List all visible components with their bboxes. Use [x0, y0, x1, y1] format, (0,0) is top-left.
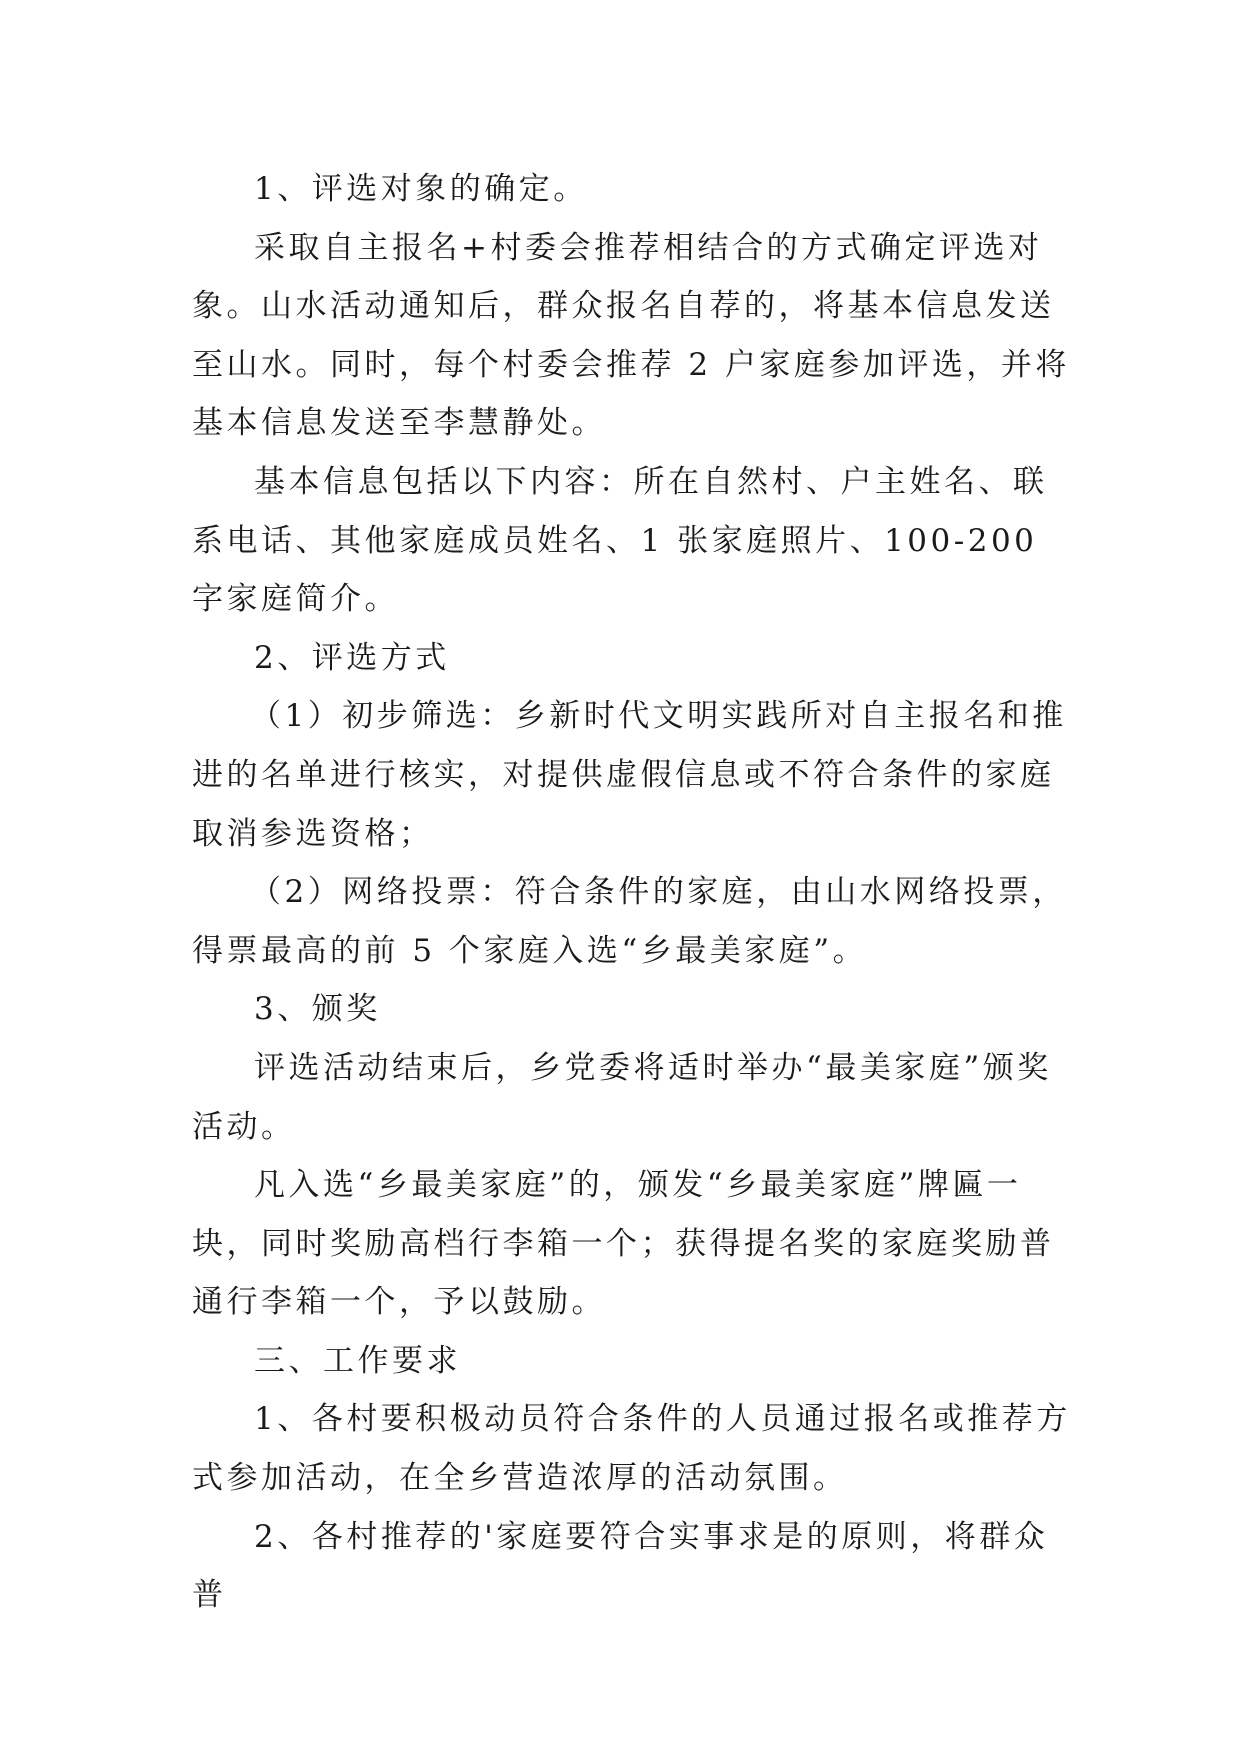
paragraph-basic-info: 基本信息包括以下内容：所在自然村、户主姓名、联系电话、其他家庭成员姓名、1 张家庭照片、100-200 字家庭简介。: [192, 463, 1051, 618]
paragraph-online-voting: （2）网络投票：符合条件的家庭，由山水网络投票，得票最高的前 5 个家庭入选“乡最美家庭”。: [192, 874, 1067, 969]
paragraph-initial-screening: （1）初步筛选：乡新时代文明实践所对自主报名和推进的名单进行核实，对提供虚假信息或不符合条件的家庭取消参选资格；: [192, 698, 1067, 852]
paragraph-requirement-2: 2、各村推荐的'家庭要符合实事求是的原则，将群众普: [192, 1518, 1049, 1614]
heading-award: 3、颁奖: [254, 991, 381, 1028]
paragraph-requirement-1: 1、各村要积极动员符合条件的人员通过报名或推荐方式参加活动，在全乡营造浓厚的活动氛围。: [192, 1401, 1071, 1497]
paragraph-selection-target: 1、评选对象的确定。: [254, 171, 588, 207]
paragraph-selection-method: 采取自主报名+村委会推荐相结合的方式确定评选对象。山水活动通知后，群众报名自荐的，将基本信息发送至山水。同时，每个村委会推荐 2 户家庭参加评选，并将基本信息发送至李慧静处。: [192, 229, 1070, 442]
paragraph-award-ceremony: 评选活动结束后，乡党委将适时举办“最美家庭”颁奖活动。: [192, 1049, 1052, 1145]
heading-selection-method: 2、评选方式: [254, 639, 450, 676]
heading-work-requirements: 三、工作要求: [254, 1342, 461, 1379]
paragraph-award-prizes: 凡入选“乡最美家庭”的，颁发“乡最美家庭”牌匾一块，同时奖励高档行李箱一个；获得提名奖的家庭奖励普通行李箱一个，予以鼓励。: [192, 1167, 1055, 1321]
document-body: [192, 160, 1072, 1625]
